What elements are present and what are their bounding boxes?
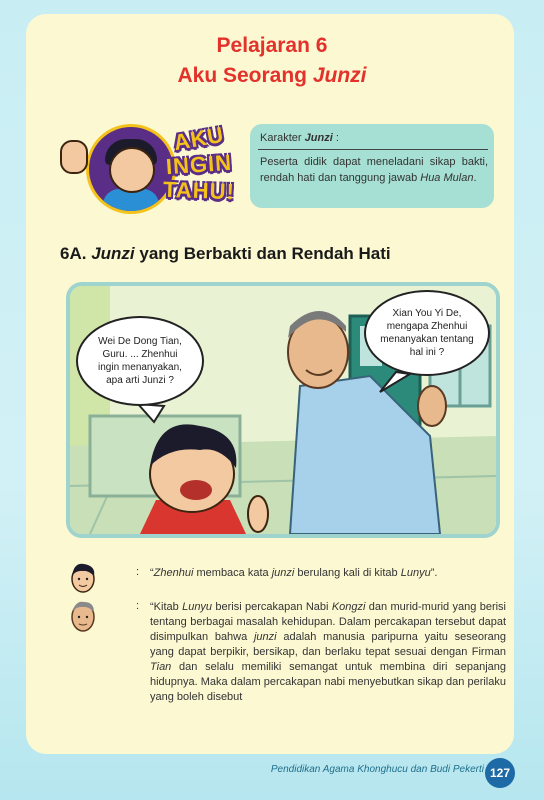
waving-hand-icon xyxy=(60,140,88,174)
dialogue-text-part: junzi xyxy=(271,567,295,579)
dialogue-text-part: adalah manusia paripurna yaitu seseorang yang dapat berpikir, bersikap, dan berlaku tepat sesuai dengan Firman xyxy=(150,631,506,658)
karakter-label: Karakter Junzi : xyxy=(260,132,339,144)
dialogue-text-part: dan murid-murid yang berisi tentang berbagai masalah kehidupan. Dalam percakapan tersebut dapat disimpulkan bahwa xyxy=(150,601,506,643)
dialogue-text-part: Zhenhui xyxy=(153,567,194,579)
footer-book-title: Pendidikan Agama Khonghucu dan Budi Pekerti xyxy=(270,764,484,775)
dialogue-line-teacher xyxy=(150,600,506,705)
dialogue-text-part: “Kitab xyxy=(150,601,183,613)
lesson-title: Aku Seorang Junzi xyxy=(177,64,367,87)
dialogue-text-part: “ xyxy=(150,567,154,579)
speech-bubble-teacher: Xian You Yi De, mengapa Zhenhui menanyakan tentang hal ini ? xyxy=(364,290,490,376)
dialogue-text-part: Kongzi xyxy=(331,601,366,613)
comic-illustration xyxy=(66,282,500,538)
dialogue-text-part: Lunyu xyxy=(182,601,213,613)
lesson-number: Pelajaran 6 xyxy=(216,34,328,57)
boy-face-icon xyxy=(109,147,155,193)
karakter-box xyxy=(250,124,494,208)
page-number: 127 xyxy=(485,758,515,788)
karakter-text: Peserta didik dapat meneladani sikap bakti, rendah hati dan tanggung jawab Hua Mulan. xyxy=(260,156,488,184)
dialogue-text-part: Tian xyxy=(150,661,172,673)
dialogue-line-boy xyxy=(150,566,506,581)
boy-face-icon xyxy=(68,560,98,594)
teacher-face-icon xyxy=(68,598,98,632)
divider xyxy=(258,149,488,150)
dialogue-colon: : xyxy=(136,566,140,578)
dialogue-text-part: berulang kali di kitab xyxy=(294,567,401,579)
section-heading: 6A. Junzi yang Berbakti dan Rendah Hati xyxy=(60,244,391,263)
dialogue-text-part: junzi xyxy=(253,631,277,643)
dialogue-text-part: ”. xyxy=(430,567,438,579)
dialogue-text-part: Lunyu xyxy=(400,567,431,579)
speech-bubble-boy: Wei De Dong Tian, Guru. ... Zhenhui ingin menanyakan, apa arti Junzi ? xyxy=(76,316,204,406)
dialogue-colon: : xyxy=(136,600,140,612)
dialogue-text-part: dan selalu memiliki semangat untuk membina diri sepanjang hidupnya. Maka dalam percakapan nabi menyebutkan sikap dan perilaku yang boleh disebut xyxy=(150,661,506,703)
aku-ingin-tahu-logo: AKU INGIN TAHU! xyxy=(162,121,236,205)
dialogue-text-part: berisi percakapan Nabi xyxy=(212,601,332,613)
dialogue-text-part: membaca kata xyxy=(193,567,272,579)
